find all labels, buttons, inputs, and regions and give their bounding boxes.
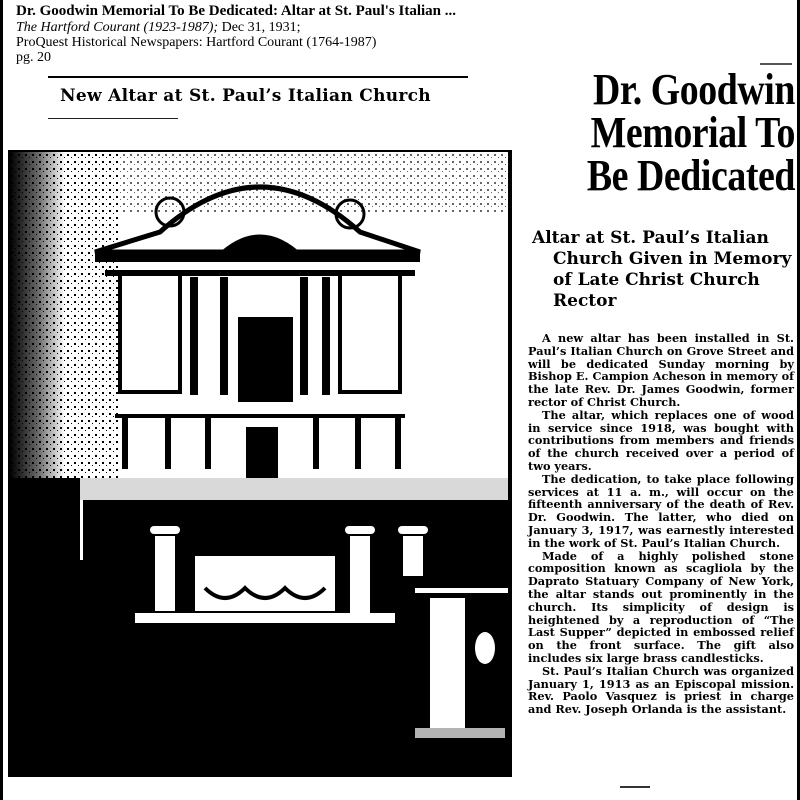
citation-source-line [16, 20, 796, 35]
article-headline [567, 65, 795, 200]
citation-publication: The Hartford Courant (1923-1987); [16, 20, 219, 35]
citation-database: ProQuest Historical Newspapers: Hartford Courant (1764-1987) [16, 35, 377, 50]
altar-photo-upper [8, 150, 512, 482]
caption-rule-top [48, 76, 468, 78]
end-mark-rule [620, 786, 650, 788]
headline-line: Memorial To [590, 108, 795, 157]
article-subheadline [532, 228, 794, 312]
caption-rule-bottom [48, 118, 178, 119]
page-left-border [0, 0, 3, 800]
altar-photo-lower [8, 478, 512, 777]
headline-line: Dr. Goodwin [592, 65, 795, 114]
deck-line: Altar at St. Paul’s Italian [532, 228, 769, 248]
deck-line: of Late Christ Church [553, 270, 760, 290]
citation-title: Dr. Goodwin Memorial To Be Dedicated: Altar at St. Paul's Italian ... [16, 3, 457, 19]
article-paragraph: Made of a highly polished stone composition known as scagliola by the Daprato Statuary Company of New York, the altar stands out prominently in the church. Its simplicity of design is heightened by a reproduction of “The Last Supper” depicted in embossed relief on the front surface. The gift also includes six large brass candlesticks. [528, 548, 794, 665]
citation-date: Dec 31, 1931; [218, 20, 301, 35]
photo-caption: New Altar at St. Paul’s Italian Church [60, 86, 431, 106]
article-paragraph: St. Paul’s Italian Church was organized January 1, 1913 as an Episcopal mission. Rev. Paolo Vasquez is priest in charge and Rev. Joseph Orlanda is the assistant. [528, 663, 794, 717]
deck-line: Rector [553, 291, 617, 311]
article-paragraph: The altar, which replaces one of wood in service since 1918, was bought with contributions from members and friends of the church received over a period of two years. [528, 407, 794, 473]
article-paragraph: A new altar has been installed in St. Paul’s Italian Church on Grove Street and will be dedicated Sunday morning by Bishop E. Campion Acheson in memory of the late Rev. Dr. James Goodwin, former rector of Christ Church. [528, 331, 794, 409]
altar-illustration-lower [10, 478, 510, 774]
column-divider [508, 152, 510, 772]
citation-block [16, 3, 796, 65]
article-paragraph: The dedication, to take place following services at 11 a. m., will occur on the fifteenth anniversary of the death of Rev. Dr. Goodwin. The latter, who died on January 3, 1917, was earnestly interested in the work of St. Paul’s Italian Church. [528, 471, 794, 550]
deck-line: Church Given in Memory [553, 249, 792, 269]
citation-page: pg. 20 [16, 50, 51, 65]
headline-line: Be Dedicated [586, 151, 795, 200]
altar-illustration-upper [10, 152, 510, 482]
article-body [528, 332, 794, 716]
